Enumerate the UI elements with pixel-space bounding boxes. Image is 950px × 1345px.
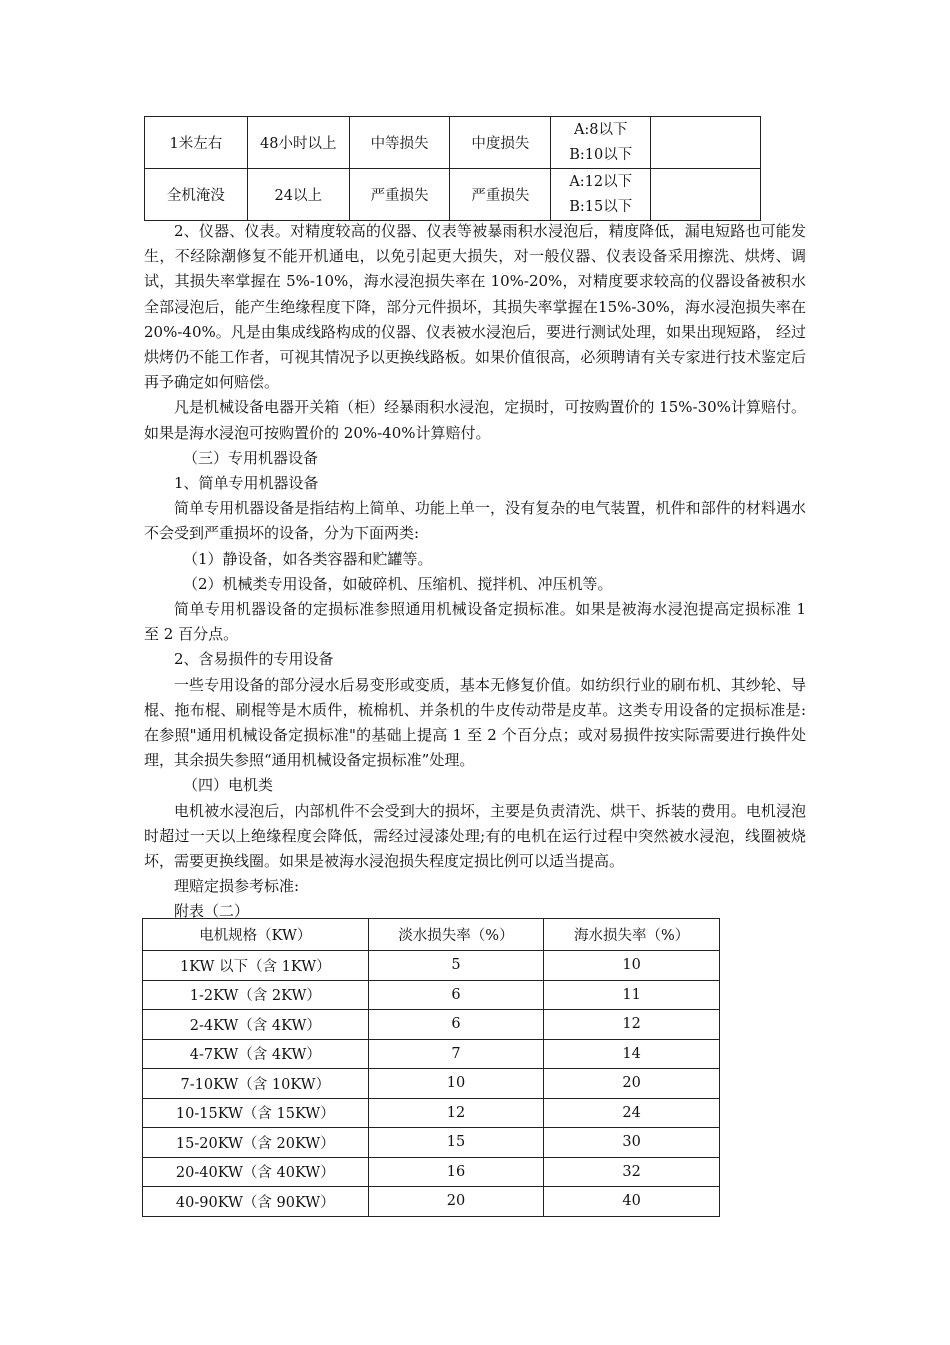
table-cell: 7 <box>368 1039 544 1069</box>
table-cell: 20 <box>544 1069 720 1099</box>
table-cell <box>551 117 651 169</box>
table-cell <box>551 169 651 221</box>
paragraph-simple-equipment: 简单专用机器设备是指结构上简单、功能上单一，没有复杂的电气装置，机件和部件的材料遇水不会受到严重损坏的设备，分为下面两类: <box>144 499 806 543</box>
paragraph-motors: 电机被水浸泡后，内部机件不会受到大的损坏，主要是负责清洗、烘干、拆装的费用。电机浸泡时超过一天以上绝缘程度会降低，需经过浸漆处理;有的电机在运行过程中突然被水浸泡，线圈被烧坏，需要更换线圈。如果是被海水浸泡损失程度定损比例可以适当提高。 <box>144 801 806 871</box>
table-cell: 10 <box>368 1069 544 1099</box>
paragraph-instruments: 2、仪器、仪表。对精度较高的仪器、仪表等被暴雨积水浸泡后，精度降低，漏电短路也可能发生，不经除潮修复不能开机通电，以免引起更大损失，对一般仪器、仪表设备采用擦洗、烘烤、调试，其损失率掌握在 5%-10%，海水浸泡损失率在 10%-20%，对精度要求较高的仪器设备被积水全部浸泡后，能产生绝缘程度下降，部分元件损坏，其损失率掌握在15%-30%，海水浸泡损失率在 20%-40%。凡是由集成线路构成的仪器、仪表被水浸泡后，要进行测试处理，如果出现短路， 经过烘烤仍不能工作者，可视其情况予以更换线路板。如果价值很高，必须聘请有关专家进行技术鉴定后再予确定如何赔偿。 <box>144 222 806 392</box>
subheading-wearing-parts: 2、含易损件的专用设备 <box>174 650 334 669</box>
paragraph-wearing-parts: 一些专用设备的部分浸水后易变形或变质，基本无修复价值。如纺织行业的刷布机、其纱轮、导棍、拖布棍、刷棍等是木质件，梳棉机、并条机的牛皮传动带是皮革。这类专用设备的定损标准是:在参照"通用机械设备定损标准"的基础上提高 1 至 2 个百分点；或对易损件按实际需要进行换件处理，其余损失参照“通用机械设备定损标准”处理。 <box>144 675 806 770</box>
table-cell: 12 <box>368 1098 544 1128</box>
flood-loss-table <box>144 116 761 221</box>
table-cell: 严重损失 <box>450 169 551 221</box>
paragraph-reference-standard: 理赔定损参考标准: <box>174 877 300 896</box>
table-cell: 1米左右 <box>145 117 248 169</box>
table-cell: 中等损失 <box>349 117 450 169</box>
table-cell: 10 <box>544 951 720 981</box>
table-cell: 5 <box>368 951 544 981</box>
table-cell: 30 <box>544 1128 720 1158</box>
loss-rate-a: A:8以下 <box>573 121 628 138</box>
column-header: 淡水损失率（%） <box>368 919 544 951</box>
table-cell <box>651 117 761 169</box>
body-text <box>144 219 806 925</box>
table-cell: 32 <box>544 1157 720 1187</box>
table-cell: 6 <box>368 1010 544 1040</box>
appendix-title: 附表（二） <box>174 902 250 921</box>
loss-rate-b: B:15以下 <box>569 198 633 215</box>
table-cell: 48小时以上 <box>247 117 349 169</box>
table-row <box>143 980 720 1010</box>
table-cell: 15-20KW（含 20KW） <box>143 1128 369 1158</box>
table-cell: 24 <box>544 1098 720 1128</box>
table-row <box>143 1128 720 1158</box>
table-cell: 4-7KW（含 4KW） <box>143 1039 369 1069</box>
table-cell: 40-90KW（含 90KW） <box>143 1187 369 1217</box>
table-row <box>143 1157 720 1187</box>
table-row <box>143 1098 720 1128</box>
table-header-row <box>143 919 720 951</box>
section-heading-special-equipment: （三）专用机器设备 <box>183 448 319 467</box>
table-cell: 全机淹没 <box>145 169 248 221</box>
table-row <box>145 117 761 169</box>
table-row <box>145 169 761 221</box>
table-cell: 1KW 以下（含 1KW） <box>143 951 369 981</box>
section-heading-motors: （四）电机类 <box>183 776 274 795</box>
table-row <box>143 1187 720 1217</box>
table-cell: 16 <box>368 1157 544 1187</box>
table-cell: 7-10KW（含 10KW） <box>143 1069 369 1099</box>
table-cell: 14 <box>544 1039 720 1069</box>
column-header: 电机规格（KW） <box>143 919 369 951</box>
table-cell: 6 <box>368 980 544 1010</box>
table-cell: 2-4KW（含 4KW） <box>143 1010 369 1040</box>
motor-loss-table <box>142 918 720 1217</box>
paragraph-simple-equipment-standard: 简单专用机器设备的定损标准参照通用机械设备定损标准。如果是被海水浸泡提高定损标准 1 至 2 百分点。 <box>144 600 806 644</box>
table-cell: 20-40KW（含 40KW） <box>143 1157 369 1187</box>
subheading-simple-equipment: 1、简单专用机器设备 <box>174 474 319 493</box>
table-cell: 20 <box>368 1187 544 1217</box>
table-row <box>143 1010 720 1040</box>
list-item-mechanical-equipment: （2）机械类专用设备，如破碎机、压缩机、搅拌机、冲压机等。 <box>183 574 613 593</box>
table-cell: 40 <box>544 1187 720 1217</box>
table-cell: 12 <box>544 1010 720 1040</box>
table-row <box>143 951 720 981</box>
table-cell: 11 <box>544 980 720 1010</box>
table-cell: 24以上 <box>247 169 349 221</box>
table-cell: 中度损失 <box>450 117 551 169</box>
table-cell: 15 <box>368 1128 544 1158</box>
table-cell <box>651 169 761 221</box>
paragraph-switch-cabinets: 凡是机械设备电器开关箱（柜）经暴雨积水浸泡，定损时，可按购置价的 15%-30%计算赔付。如果是海水浸泡可按购置价的 20%-40%计算赔付。 <box>144 398 806 442</box>
table-cell: 10-15KW（含 15KW） <box>143 1098 369 1128</box>
loss-rate-a: A:12以下 <box>569 173 633 190</box>
column-header: 海水损失率（%） <box>544 919 720 951</box>
table-row <box>143 1069 720 1099</box>
table-row <box>143 1039 720 1069</box>
table-cell: 1-2KW（含 2KW） <box>143 980 369 1010</box>
table-cell: 严重损失 <box>349 169 450 221</box>
loss-rate-b: B:10以下 <box>569 146 633 163</box>
list-item-static-equipment: （1）静设备，如各类容器和贮罐等。 <box>183 549 433 568</box>
